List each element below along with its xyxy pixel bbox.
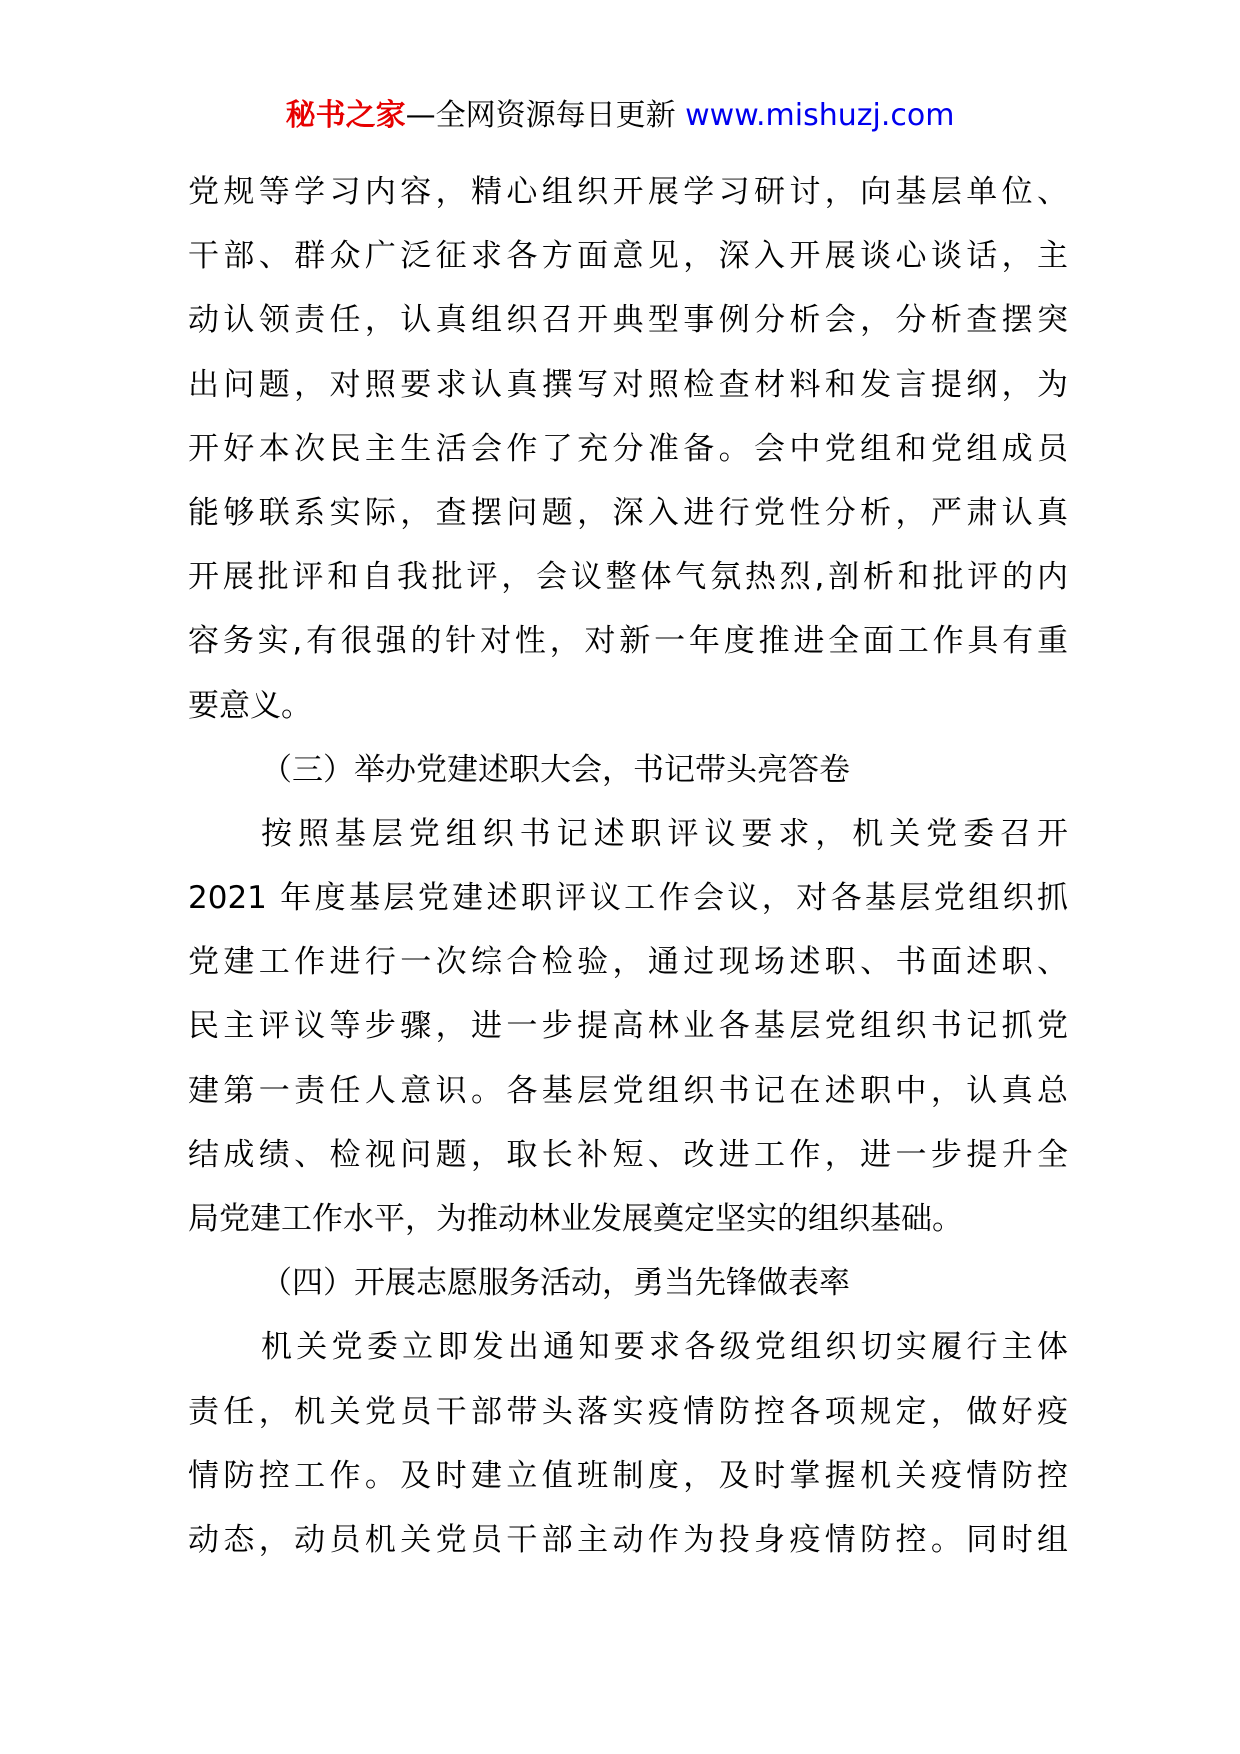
- section-heading: （三）举办党建述职大会，书记带头亮答卷: [261, 751, 850, 788]
- text-line: 情防控工作。及时建立值班制度，及时掌握机关疫情防控: [188, 1457, 1068, 1494]
- text-line: 开展批评和自我批评，会议整体气氛热烈,剖析和批评的内: [188, 559, 1068, 596]
- text-line: 容务实,有很强的针对性，对新一年度推进全面工作具有重: [188, 623, 1068, 660]
- text-line: 建第一责任人意识。各基层党组织书记在述职中，认真总: [188, 1072, 1068, 1109]
- text-line: 动态，动员机关党员干部主动作为投身疫情防控。同时组: [188, 1521, 1068, 1558]
- text-line: 干部、群众广泛征求各方面意见，深入开展谈心谈话，主: [188, 238, 1068, 275]
- text-line: 民主评议等步骤，进一步提高林业各基层党组织书记抓党: [188, 1008, 1068, 1045]
- brand-name: 秘书之家: [285, 98, 406, 133]
- site-url-link[interactable]: www.mishuzj.com: [685, 98, 955, 133]
- text-line: 党建工作进行一次综合检验，通过现场述职、书面述职、: [188, 944, 1068, 981]
- site-header: [0, 96, 1240, 136]
- text-line: 出问题，对照要求认真撰写对照检查材料和发言提纲，为: [188, 366, 1068, 403]
- text-line: 动认领责任，认真组织召开典型事例分析会，分析查摆突: [188, 302, 1068, 339]
- header-tagline: —全网资源每日更新: [405, 98, 686, 133]
- text-line: 机关党委立即发出通知要求各级党组织切实履行主体: [261, 1329, 1068, 1366]
- text-line: 2021 年度基层党建述职评议工作会议，对各基层党组织抓: [188, 880, 1068, 917]
- text-line: 开好本次民主生活会作了充分准备。会中党组和党组成员: [188, 430, 1068, 467]
- text-line: 要意义。: [188, 687, 312, 724]
- section-heading: （四）开展志愿服务活动，勇当先锋做表率: [261, 1265, 850, 1302]
- text-line: 局党建工作水平，为推动林业发展奠定坚实的组织基础。: [188, 1201, 963, 1237]
- document-body: [188, 160, 1068, 1572]
- text-line: 结成绩、检视问题，取长补短、改进工作，进一步提升全: [188, 1136, 1068, 1173]
- text-line: 按照基层党组织书记述职评议要求，机关党委召开: [261, 815, 1068, 852]
- text-line: 责任，机关党员干部带头落实疫情防控各项规定，做好疫: [188, 1393, 1068, 1430]
- text-line: 能够联系实际，查摆问题，深入进行党性分析，严肃认真: [188, 494, 1068, 531]
- text-line: 党规等学习内容，精心组织开展学习研讨，向基层单位、: [188, 174, 1068, 210]
